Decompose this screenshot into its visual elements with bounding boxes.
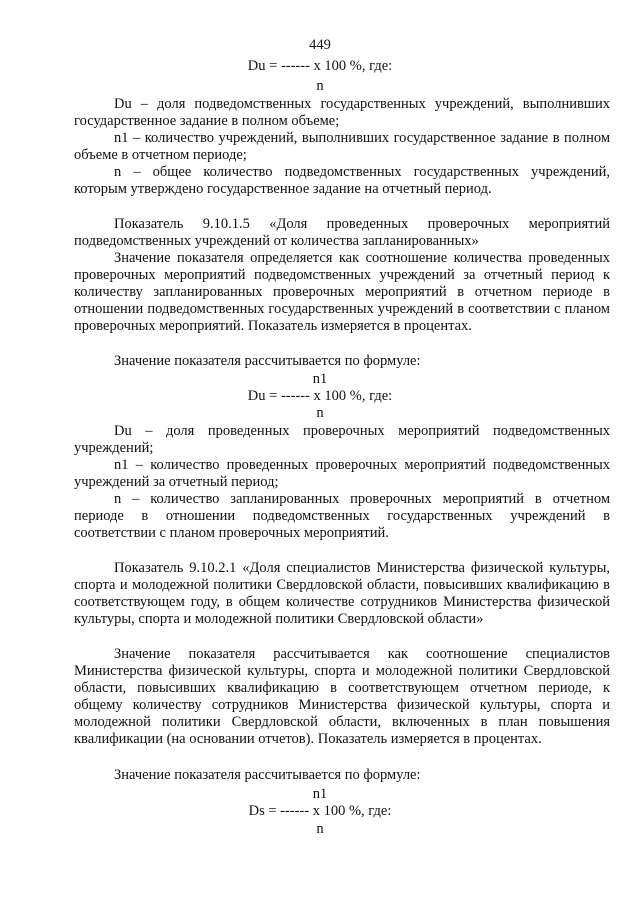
formula-1-denominator: n <box>316 78 324 94</box>
definition-n: n – общее количество подведомственных государственных учреждений, которым утверждено государственное задание на отчетный период. <box>74 164 610 197</box>
definition-du: Du – доля подведомственных государственных учреждений, выполнивших государственное задание в полном объеме; <box>74 96 610 129</box>
indicator-9-10-2-1-description: Значение показателя рассчитывается как соотношение специалистов Министерства физической культуры, спорта и молодежной политики Свердловской области, повысивших квалификацию в соответствующем отчетном периоде, к общему количеству сотрудников Министерства физической культуры, спорта и молодежной политики Свердловской области, включенных в план повышения квалификации (на основании отчетов). Показатель измеряется в процентах. <box>74 646 610 747</box>
formula-3-equation: Ds = ------ х 100 %, где: <box>248 803 392 819</box>
formula-intro-2: Значение показателя рассчитывается по формуле: <box>114 767 421 783</box>
formula-2-denominator: n <box>316 405 324 421</box>
formula-3-numerator: n1 <box>312 786 328 802</box>
formula-3-denominator: n <box>316 821 324 837</box>
definition-du-2: Du – доля проведенных проверочных мероприятий подведомственных учреждений; <box>74 423 610 456</box>
definition-n1-2: n1 – количество проведенных проверочных мероприятий подведомственных учреждений за отчетный период; <box>74 457 610 490</box>
indicator-9-10-2-1-title: Показатель 9.10.2.1 «Доля специалистов Министерства физической культуры, спорта и молодежной политики Свердловской области, повысивших квалификацию в соответствующем году, в общем количестве сотрудников Министерства физической культуры, спорта и молодежной политики Свердловской области» <box>74 560 610 627</box>
indicator-9-10-1-5-description: Значение показателя определяется как соотношение количества проведенных проверочных мероприятий подведомственных учреждений за отчетный период к количеству запланированных проверочных мероприятий в отчетном периоде в отношении подведомственных государственных учреждений в соответствии с планом проверочных мероприятий. Показатель измеряется в процентах. <box>74 250 610 334</box>
definition-n-2: n – количество запланированных проверочных мероприятий в отчетном периоде в отношении подведомственных государственных учреждений в соответствии с планом проверочных мероприятий. <box>74 491 610 541</box>
formula-1-equation: Du = ------ х 100 %, где: <box>247 58 393 74</box>
formula-intro-1: Значение показателя рассчитывается по формуле: <box>114 353 421 369</box>
formula-2-numerator: n1 <box>312 371 328 387</box>
formula-2-equation: Du = ------ х 100 %, где: <box>247 388 393 404</box>
page-number: 449 <box>309 37 331 53</box>
definition-n1: n1 – количество учреждений, выполнивших государственное задание в полном объеме в отчетном периоде; <box>74 130 610 163</box>
indicator-9-10-1-5-title: Показатель 9.10.1.5 «Доля проведенных проверочных мероприятий подведомственных учреждений от количества запланированных» <box>74 216 610 249</box>
